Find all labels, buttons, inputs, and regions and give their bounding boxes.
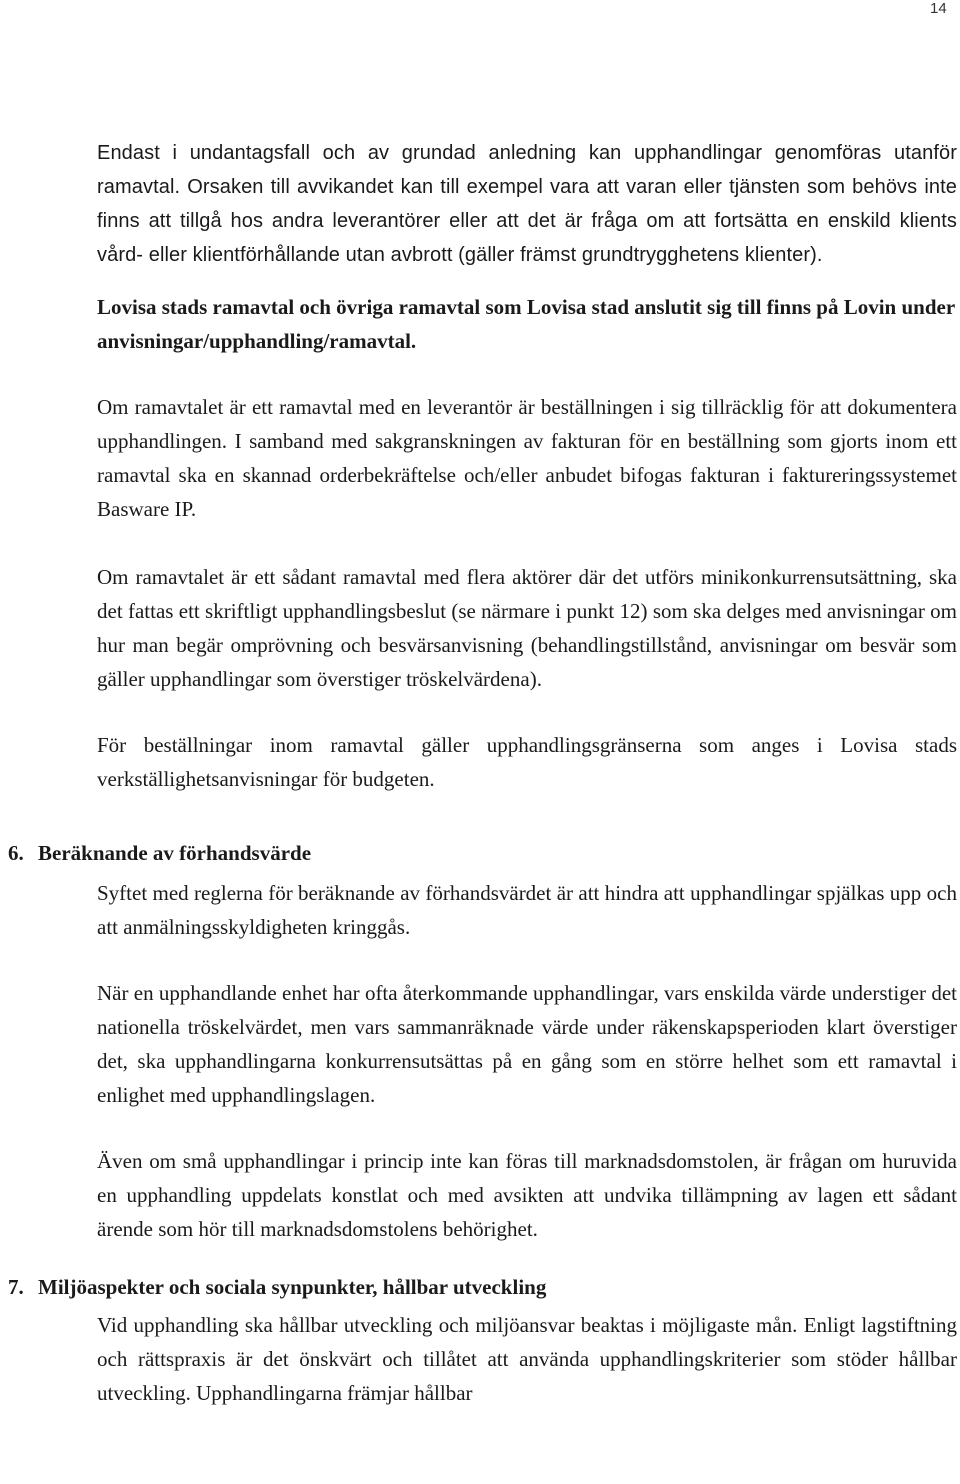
- section-6-title: Beräknande av förhandsvärde: [38, 841, 312, 865]
- document-body: [8, 136, 957, 1410]
- section-7-title: Miljöaspekter och sociala synpunkter, hållbar utveckling: [38, 1275, 547, 1299]
- section-6-number: 6.: [8, 841, 24, 865]
- paragraph-framework-location: Lovisa stads ramavtal och övriga ramavtal som Lovisa stad anslutit sig till finns på Lovin under anvisningar/upphandling/ramavtal.: [97, 295, 955, 353]
- paragraph-order-limits: För beställningar inom ramavtal gäller upphandlingsgränserna som anges i Lovisa stads verkställighetsanvisningar för budgeten.: [97, 733, 957, 791]
- section-6-paragraph-market-court: Även om små upphandlingar i princip inte kan föras till marknadsdomstolen, är frågan om huruvida en upphandling uppdelats konstlat och med avsikten att undvika tillämpning av lagen ett sådant ärende som hör till marknadsdomstolens behörighet.: [97, 1149, 957, 1241]
- paragraph-mini-competition: Om ramavtalet är ett sådant ramavtal med flera aktörer där det utförs minikonkurrensutsättning, ska det fattas ett skriftligt upphandlingsbeslut (se närmare i punkt 12) som ska delges med anvisningar om hur man begär omprövning och besvärsanvisning (behandlingstillstånd, anvisningar om besvär som gäller upphandlingar som överstiger tröskelvärdena).: [97, 565, 957, 691]
- section-7-heading: [0, 1270, 860, 1304]
- section-7-paragraph-sustainability: Vid upphandling ska hållbar utveckling och miljöansvar beaktas i möjligaste mån. Enligt lagstiftning och rättspraxis är det önskvärt och tillåtet att använda upphandlingskriterier som stöder hållbar utveckling. Upphandlingarna främjar hållbar: [97, 1313, 957, 1405]
- section-7-number: 7.: [8, 1275, 24, 1299]
- section-6-paragraph-recurring: När en upphandlande enhet har ofta återkommande upphandlingar, vars enskilda värde understiger det nationella tröskelvärdet, men vars sammanräknade värde under räkenskapsperioden klart överstiger det, ska upphandlingarna konkurrensutsättas på en gång som en större helhet som ett ramavtal i enlighet med upphandlingslagen.: [97, 981, 957, 1107]
- section-6-heading: [0, 836, 860, 870]
- paragraph-exceptions: Endast i undantagsfall och av grundad anledning kan upphandlingar genomföras utanför ramavtal. Orsaken till avvikandet kan till exempel vara att varan eller tjänsten som behövs inte finns att tillgå hos andra leverantörer eller att det är fråga om att fortsätta en enskild klients vård- eller klientförhållande utan avbrott (gäller främst grundtrygghetens klienter).: [97, 142, 957, 266]
- page-number: 14: [930, 0, 947, 17]
- paragraph-single-supplier: Om ramavtalet är ett ramavtal med en leverantör är beställningen i sig tillräcklig för att dokumentera upphandlingen. I samband med sakgranskningen av fakturan för en beställning som gjorts inom ett ramavtal ska en skannad orderbekräftelse och/eller anbudet bifogas fakturan i faktureringssystemet Basware IP.: [97, 395, 957, 521]
- section-6-paragraph-purpose: Syftet med reglerna för beräknande av förhandsvärdet är att hindra att upphandlingar spjälkas upp och att anmälningsskyldigheten kringgås.: [97, 881, 957, 939]
